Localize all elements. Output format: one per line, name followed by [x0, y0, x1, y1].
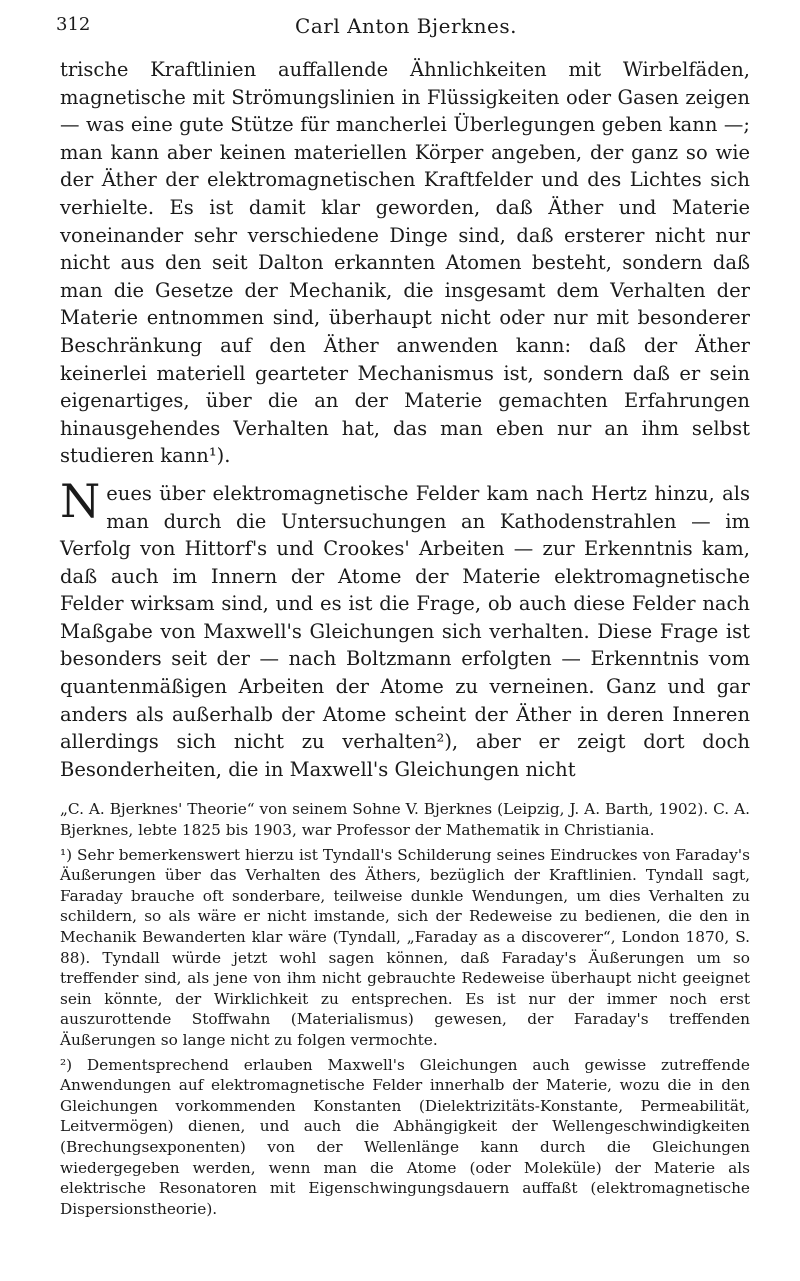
page-header: [56, 14, 756, 44]
footnote-2: ²) Dementsprechend erlauben Maxwell's Gleichungen auch gewisse zutreffende Anwendungen auf elektromagnetische Felder innerhalb der Materie, wozu die in den Gleichungen vorkommenden Konstanten (Dielektrizitäts-Konstante, Permeabilität, Leitvermögen) dienen, und auch die Abhängigkeit der Wellengeschwindigkeiten (Brechungsexponenten) von der Wellenlänge kann durch die Gleichungen wiedergegeben werden, wenn man die Atome (oder Moleküle) der Materie als elektrische Resonatoren mit Eigenschwingungsdauern auffaßt (elektromagnetische Dispersionstheorie).: [60, 1055, 750, 1218]
paragraph-1: trische Kraftlinien auffallende Ähnlichkeiten mit Wirbelfäden, magnetische mit Strömungslinien in Flüssigkeiten oder Gasen zeigen — was eine gute Stütze für mancherlei Überlegungen geben kann —; man kann aber keinen materiellen Körper angeben, der ganz so wie der Äther der elektromagnetischen Kraftfelder und des Lichtes sich verhielte. Es ist damit klar geworden, daß Äther und Materie voneinander sehr verschiedene Dinge sind, daß ersterer nicht nur nicht aus den seit Dalton erkannten Atomen besteht, sondern daß man die Gesetze der Mechanik, die insgesamt dem Verhalten der Materie entnommen sind, überhaupt nicht oder nur mit besonderer Beschränkung auf den Äther anwenden kann: daß der Äther keinerlei materiell gearteter Mechanismus ist, sondern daß er sein eigenartiges, über die an der Materie gemachten Erfahrungen hinausgehendes Verhalten hat, das man eben nur an ihm selbst studieren kann¹).: [60, 58, 750, 468]
page-number: 312: [56, 14, 91, 35]
running-title: Carl Anton Bjerknes.: [295, 14, 517, 38]
drop-initial: N: [60, 473, 101, 528]
footnote-1: ¹) Sehr bemerkenswert hierzu ist Tyndall's Schilderung seines Eindruckes von Faraday's Äußerungen über das Verhalten des Äthers, bezüglich der Kraftlinien. Tyndall sagt, Faraday brauche oft sonderbare, teilweise dunkle Wendungen, um dies Verhalten zu schildern, so als wäre er nicht imstande, sich der Redeweise zu bedienen, die den in Mechanik Bewanderten klar wäre (Tyndall, „Faraday as a discoverer“, London 1870, S. 88). Tyndall würde jetzt wohl sagen können, daß Faraday's Äußerungen um so treffender sind, als jene von ihm nicht gebrauchte Redeweise überhaupt nicht geeignet sein könnte, der Wirklichkeit zu entsprechen. Es ist nur der immer noch erst auszurottende Stoffwahn (Materialismus) gewesen, der Faraday's treffenden Äußerungen so lange nicht zu folgen vermochte.: [60, 845, 750, 1049]
text-block: [60, 56, 750, 1219]
footnotes: [60, 799, 750, 1219]
footnote-source: „C. A. Bjerknes' Theorie“ von seinem Sohne V. Bjerknes (Leipzig, J. A. Barth, 1902). C. A. Bjerknes, lebte 1825 bis 1903, war Professor der Mathematik in Christiania.: [60, 800, 750, 840]
paragraph-2: [60, 473, 750, 784]
paragraph-2-text: eues über elektromagnetische Felder kam nach Hertz hinzu, als man durch die Untersuchungen an Kathodenstrahlen — im Verfolg von Hittorf's und Crookes' Arbeiten — zur Erkenntnis kam, daß auch im Innern der Atome der Materie elektromagnetische Felder wirksam sind, und es ist die Frage, ob auch diese Felder nach Maßgabe von Maxwell's Gleichungen sich verhalten. Diese Frage ist besonders seit der — nach Boltzmann erfolgten — Erkenntnis vom quantenmäßigen Arbeiten der Atome zu verneinen. Ganz und gar anders als außerhalb der Atome scheint der Äther in deren Inneren allerdings sich nicht zu verhalten²), aber er zeigt dort doch Besonderheiten, die in Maxwell's Gleichungen nicht: [60, 481, 750, 781]
